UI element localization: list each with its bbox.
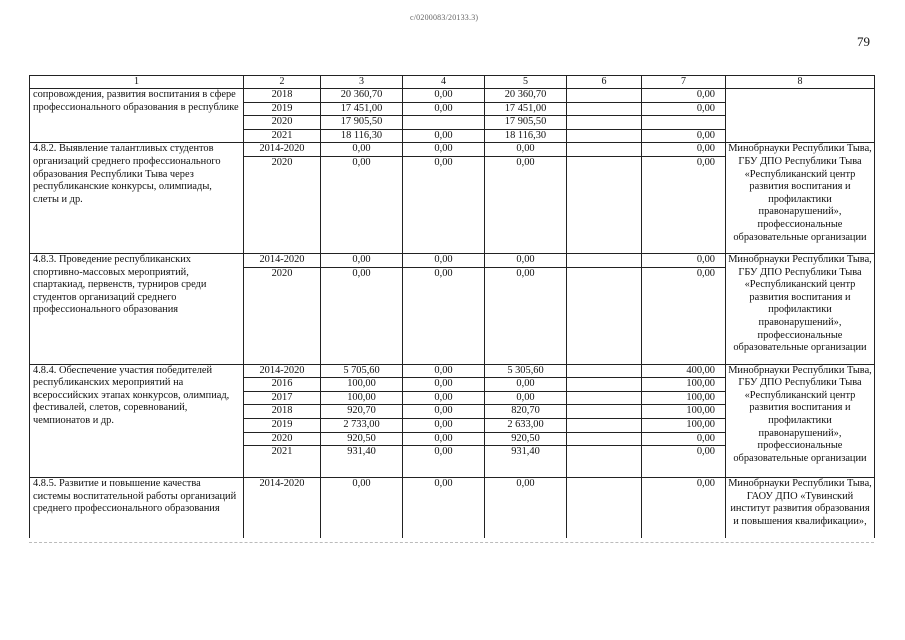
federal-budget-cell: 0,00 (403, 156, 485, 253)
federal-budget-cell: 0,00 (403, 102, 485, 116)
local-budget-cell (567, 478, 642, 538)
total-amount-cell: 18 116,30 (321, 129, 403, 143)
total-amount-cell: 0,00 (321, 156, 403, 253)
year-cell: 2018 (244, 89, 321, 103)
extra-budget-cell: 100,00 (642, 378, 726, 392)
year-cell: 2014-2020 (244, 478, 321, 538)
total-amount-cell: 100,00 (321, 391, 403, 405)
local-budget-cell (567, 391, 642, 405)
total-amount-cell: 0,00 (321, 478, 403, 538)
budget-table (29, 75, 875, 538)
col-header-3: 3 (321, 76, 403, 89)
total-amount-cell: 0,00 (321, 253, 403, 267)
col-header-2: 2 (244, 76, 321, 89)
federal-budget-cell: 0,00 (403, 378, 485, 392)
col-header-1: 1 (30, 76, 244, 89)
col-header-7: 7 (642, 76, 726, 89)
year-cell: 2019 (244, 102, 321, 116)
year-cell: 2021 (244, 129, 321, 143)
extra-budget-cell: 0,00 (642, 102, 726, 116)
total-amount-cell: 17 905,50 (321, 116, 403, 130)
year-cell: 2014-2020 (244, 364, 321, 378)
republic-budget-cell: 17 905,50 (485, 116, 567, 130)
federal-budget-cell: 0,00 (403, 391, 485, 405)
federal-budget-cell: 0,00 (403, 405, 485, 419)
table-row (30, 143, 875, 157)
federal-budget-cell: 0,00 (403, 143, 485, 157)
extra-budget-cell: 0,00 (642, 156, 726, 253)
col-header-5: 5 (485, 76, 567, 89)
republic-budget-cell: 0,00 (485, 267, 567, 364)
local-budget-cell (567, 253, 642, 267)
year-cell: 2016 (244, 378, 321, 392)
local-budget-cell (567, 129, 642, 143)
republic-budget-cell: 20 360,70 (485, 89, 567, 103)
republic-budget-cell: 0,00 (485, 478, 567, 538)
header-row (30, 76, 875, 89)
local-budget-cell (567, 446, 642, 478)
extra-budget-cell: 0,00 (642, 143, 726, 157)
total-amount-cell: 920,70 (321, 405, 403, 419)
extra-budget-cell: 400,00 (642, 364, 726, 378)
federal-budget-cell (403, 116, 485, 130)
page-bottom-edge (29, 542, 874, 543)
federal-budget-cell: 0,00 (403, 364, 485, 378)
extra-budget-cell: 0,00 (642, 129, 726, 143)
total-amount-cell: 0,00 (321, 143, 403, 157)
page-number: 79 (857, 34, 870, 49)
local-budget-cell (567, 116, 642, 130)
local-budget-cell (567, 378, 642, 392)
federal-budget-cell: 0,00 (403, 478, 485, 538)
extra-budget-cell: 0,00 (642, 267, 726, 364)
task-description-cell: 4.8.5. Развитие и повышение качества системы воспитательной работы организаций среднего профессионального образования (30, 478, 244, 538)
federal-budget-cell: 0,00 (403, 129, 485, 143)
table-body (30, 76, 875, 538)
total-amount-cell: 100,00 (321, 378, 403, 392)
republic-budget-cell: 0,00 (485, 253, 567, 267)
federal-budget-cell: 0,00 (403, 89, 485, 103)
republic-budget-cell: 931,40 (485, 446, 567, 478)
document-id: с/0200083/20133.3) (410, 13, 479, 22)
executors-cell: Минобрнауки Республики Тыва, ГБУ ДПО Республики Тыва «Республиканский центр развития воспитания и профилактики правонарушений», профессиональные образовательные организации (726, 253, 875, 364)
year-cell: 2019 (244, 418, 321, 432)
year-cell: 2020 (244, 432, 321, 446)
republic-budget-cell: 0,00 (485, 156, 567, 253)
total-amount-cell: 920,50 (321, 432, 403, 446)
year-cell: 2021 (244, 446, 321, 478)
republic-budget-cell: 0,00 (485, 391, 567, 405)
task-description-cell: 4.8.4. Обеспечение участия победителей республиканских мероприятий на всероссийских этапах конкурсов, олимпиад, фестивалей, слетов, соревнований, чемпионатов и др. (30, 364, 244, 478)
extra-budget-cell: 0,00 (642, 89, 726, 103)
local-budget-cell (567, 267, 642, 364)
federal-budget-cell: 0,00 (403, 446, 485, 478)
extra-budget-cell: 0,00 (642, 432, 726, 446)
extra-budget-cell: 0,00 (642, 446, 726, 478)
republic-budget-cell: 820,70 (485, 405, 567, 419)
executors-cell: Минобрнауки Республики Тыва, ГБУ ДПО Республики Тыва «Республиканский центр развития воспитания и профилактики правонарушений», профессиональные образовательные организации (726, 364, 875, 478)
executors-cell: Минобрнауки Республики Тыва, ГАОУ ДПО «Тувинский институт развития образования и повышения квалификации», (726, 478, 875, 538)
local-budget-cell (567, 364, 642, 378)
total-amount-cell: 0,00 (321, 267, 403, 364)
local-budget-cell (567, 102, 642, 116)
local-budget-cell (567, 432, 642, 446)
republic-budget-cell: 18 116,30 (485, 129, 567, 143)
total-amount-cell: 931,40 (321, 446, 403, 478)
table-row (30, 364, 875, 378)
total-amount-cell: 5 705,60 (321, 364, 403, 378)
extra-budget-cell: 100,00 (642, 418, 726, 432)
year-cell: 2020 (244, 116, 321, 130)
year-cell: 2018 (244, 405, 321, 419)
local-budget-cell (567, 405, 642, 419)
year-cell: 2014-2020 (244, 253, 321, 267)
year-cell: 2014-2020 (244, 143, 321, 157)
table-row (30, 89, 875, 103)
local-budget-cell (567, 156, 642, 253)
total-amount-cell: 2 733,00 (321, 418, 403, 432)
year-cell: 2017 (244, 391, 321, 405)
table-row (30, 478, 875, 538)
total-amount-cell: 20 360,70 (321, 89, 403, 103)
extra-budget-cell: 100,00 (642, 391, 726, 405)
republic-budget-cell: 17 451,00 (485, 102, 567, 116)
table-row (30, 253, 875, 267)
federal-budget-cell: 0,00 (403, 253, 485, 267)
republic-budget-cell: 5 305,60 (485, 364, 567, 378)
republic-budget-cell: 0,00 (485, 143, 567, 157)
local-budget-cell (567, 143, 642, 157)
federal-budget-cell: 0,00 (403, 418, 485, 432)
executors-cell: Минобрнауки Республики Тыва, ГБУ ДПО Республики Тыва «Республиканский центр развития воспитания и профилактики правонарушений», профессиональные образовательные организации (726, 143, 875, 254)
task-description-cell: 4.8.3. Проведение республиканских спортивно-массовых мероприятий, спартакиад, первенств, турниров среди студентов организаций среднего профессионального образования (30, 253, 244, 364)
total-amount-cell: 17 451,00 (321, 102, 403, 116)
extra-budget-cell: 0,00 (642, 478, 726, 538)
col-header-8: 8 (726, 76, 875, 89)
col-header-6: 6 (567, 76, 642, 89)
task-description-cell: сопровождения, развития воспитания в сфере профессионального образования в республике (30, 89, 244, 143)
task-description-cell: 4.8.2. Выявление талантливых студентов организаций среднего профессионального образования Республики Тыва через республиканские конкурсы, олимпиады, слеты и др. (30, 143, 244, 254)
year-cell: 2020 (244, 156, 321, 253)
year-cell: 2020 (244, 267, 321, 364)
local-budget-cell (567, 418, 642, 432)
federal-budget-cell: 0,00 (403, 267, 485, 364)
extra-budget-cell: 0,00 (642, 253, 726, 267)
federal-budget-cell: 0,00 (403, 432, 485, 446)
republic-budget-cell: 920,50 (485, 432, 567, 446)
local-budget-cell (567, 89, 642, 103)
col-header-4: 4 (403, 76, 485, 89)
republic-budget-cell: 0,00 (485, 378, 567, 392)
extra-budget-cell: 100,00 (642, 405, 726, 419)
extra-budget-cell (642, 116, 726, 130)
executors-cell (726, 89, 875, 143)
republic-budget-cell: 2 633,00 (485, 418, 567, 432)
